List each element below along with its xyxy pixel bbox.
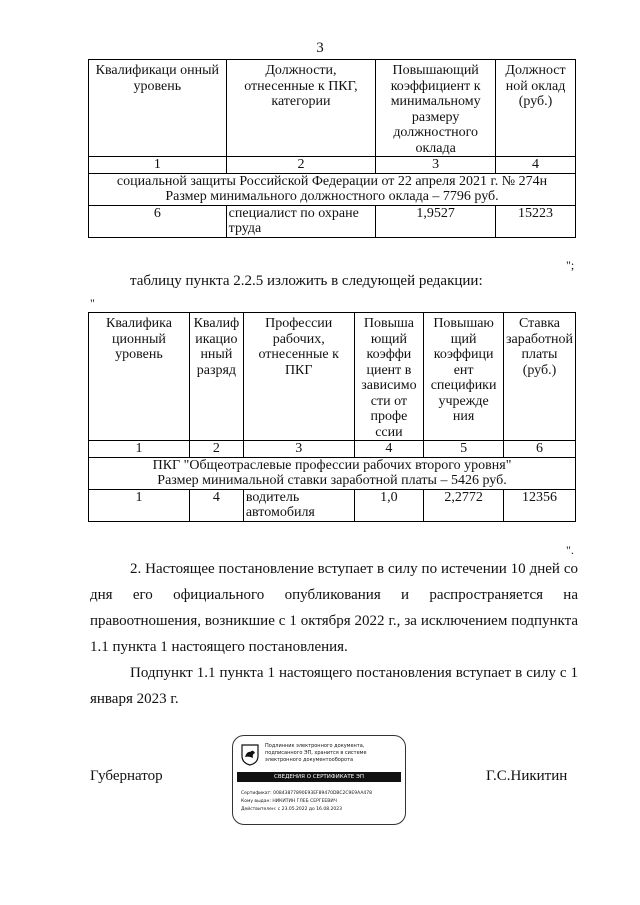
signatory-title: Губернатор [90, 768, 163, 784]
column-number-row [89, 157, 576, 174]
section-line: ПКГ "Общеотраслевые профессии рабочих второго уровня" [152, 457, 512, 473]
table-cell: 2,2772 [424, 489, 504, 521]
table-cell: 4 [189, 489, 243, 521]
table-cell: водитель автомобиля [243, 489, 354, 521]
section-line: Размер минимальной ставки заработной платы – 5426 руб. [157, 473, 507, 488]
col-number: 2 [189, 441, 243, 458]
table-cell: 1 [89, 489, 190, 521]
section-cell [89, 173, 576, 205]
table-row [89, 489, 576, 521]
column-number-row [89, 441, 576, 458]
col-number: 6 [503, 441, 575, 458]
table-header-row [89, 313, 576, 441]
col-number: 4 [496, 157, 576, 174]
stamp-certificate: Сертификат: 00843877890E93EF89470DBC2C9E9AA478 [241, 791, 372, 796]
signatory-name: Г.С.Никитин [486, 768, 568, 784]
stamp-header: СВЕДЕНИЯ О СЕРТИФИКАТЕ ЭП [237, 772, 401, 782]
table-cell: 15223 [496, 205, 576, 237]
table-cell: 1,0 [354, 489, 424, 521]
wages-table [88, 312, 576, 522]
coat-of-arms-icon [241, 744, 259, 766]
stamp-validity: Действителен: с 23.05.2022 до 16.08.2023 [241, 807, 342, 812]
header-cell: Квалиф икацио нный разряд [189, 313, 243, 441]
header-cell: Повыша ющий коэффи циент в зависимо сти от профе ссии [354, 313, 424, 441]
closing-quote: "; [566, 258, 575, 272]
col-number: 2 [226, 157, 376, 174]
header-cell: Квалификаци онный уровень [89, 60, 227, 157]
stamp-notice: Подлинник электронного документа, подписанного ЭП, хранится в системе электронного документооборота [265, 743, 367, 763]
opening-quote: " [90, 296, 95, 310]
col-number: 3 [243, 441, 354, 458]
paragraph-subclause: Подпункт 1.1 пункта 1 настоящего постановления вступает в силу с 1 января 2023 г. [90, 665, 578, 707]
header-cell: Ставка заработной платы (руб.) [503, 313, 575, 441]
electronic-signature-stamp [232, 735, 406, 825]
section-cell [89, 457, 576, 489]
col-number: 3 [376, 157, 496, 174]
positions-table [88, 59, 576, 238]
section-row [89, 173, 576, 205]
intro-text: таблицу пункта 2.2.5 изложить в следующей редакции: [130, 273, 483, 289]
header-cell: Квалифика ционный уровень [89, 313, 190, 441]
col-number: 1 [89, 157, 227, 174]
col-number: 1 [89, 441, 190, 458]
section-line: социальной защиты Российской Федерации от 22 апреля 2021 г. № 274н [116, 173, 548, 189]
table-cell: 12356 [503, 489, 575, 521]
table-cell: 6 [89, 205, 227, 237]
header-cell: Повышающий коэффициент к минимальному размеру должностного оклада [376, 60, 496, 157]
table-cell: 1,9527 [376, 205, 496, 237]
table-header-row [89, 60, 576, 157]
header-cell: Профессии рабочих, отнесенные к ПКГ [243, 313, 354, 441]
table-row [89, 205, 576, 237]
stamp-owner: Кому выдан: НИКИТИН ГЛЕБ СЕРГЕЕВИЧ [241, 799, 337, 804]
header-cell: Повышаю щий коэффици ент специфики учрежде ния [424, 313, 504, 441]
page-number: 3 [316, 40, 324, 56]
table-cell: специалист по охране труда [226, 205, 376, 237]
header-cell: Должности, отнесенные к ПКГ, категории [226, 60, 376, 157]
col-number: 5 [424, 441, 504, 458]
header-cell: Должност ной оклад (руб.) [496, 60, 576, 157]
section-line: Размер минимального должностного оклада – 7796 руб. [165, 189, 499, 204]
paragraph-effective-date: 2. Настоящее постановление вступает в силу по истечении 10 дней со дня его официального опубликования и распространяется на правоотношения, возникшие с 1 октября 2022 г., за исключением подпункта 1.1 пункта 1 настоящего постановления. [90, 561, 578, 655]
col-number: 4 [354, 441, 424, 458]
closing-quote: ". [566, 543, 574, 557]
section-row [89, 457, 576, 489]
